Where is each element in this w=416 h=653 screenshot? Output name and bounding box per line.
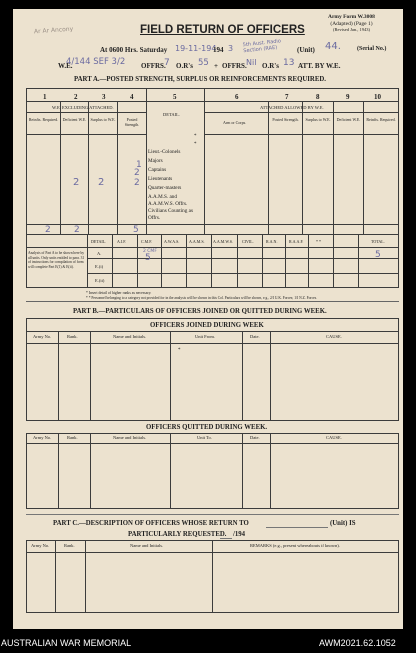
rank-label: A.A.M.S. and A.A.M.W.S. Offrs. <box>148 194 188 207</box>
offrs-label: OFFRS. <box>141 62 166 70</box>
col-header: Reinfts. Required. <box>366 117 396 122</box>
handwritten-rank-mark: 2 <box>134 178 140 188</box>
form-id-line: Army Form W.3008 <box>328 14 375 20</box>
handwritten-col2: 2 <box>73 177 80 188</box>
ors-label: O.R's <box>176 62 193 70</box>
analysis-header: A.A.M.W.S. <box>213 239 233 244</box>
asterisk-marker: * <box>178 348 181 353</box>
handwritten-att-offrs: Nil <box>246 58 257 67</box>
rank-label: Quarter-masters <box>148 185 182 191</box>
rank-label: Lieutenants <box>148 176 173 182</box>
col-number: 2 <box>74 93 78 101</box>
group-header-excluding: W.E. EXCLUDING ATTACHED. <box>52 105 114 110</box>
joined-header: Date. <box>250 334 260 339</box>
col-header: DETAIL. <box>163 112 181 117</box>
col-header: Arm or Corps. <box>223 120 247 125</box>
form-id <box>328 14 375 34</box>
analysis-note: Analysis of Part A to be shown here by all units. Only units entitled to para. 31 of instructions for compilation of form will complete Part E(1) & E(ii). <box>28 251 85 269</box>
handwritten-rank-mark: 2 <box>134 168 140 178</box>
handwritten-total: 5 <box>133 225 139 235</box>
joined-header: Rank. <box>67 334 78 339</box>
handwritten-total: 2 <box>74 225 80 235</box>
rank-label: Civilians Counting as Offrs. <box>148 208 193 221</box>
asterisk-marker: * <box>194 134 197 139</box>
part-b-title: PART B.—PARTICULARS OF OFFICERS JOINED OR QUITTED DURING WEEK. <box>73 308 327 315</box>
handwritten-att-ors: 13 <box>283 58 295 68</box>
handwritten-offrs: 7 <box>164 58 170 68</box>
col-number: 5 <box>173 93 177 101</box>
col-header: Posted Strength. <box>272 117 299 122</box>
att-by-we-label: ATT. BY W.E. <box>298 62 341 70</box>
analysis-row-label: E.(i) <box>95 264 104 269</box>
part-c-header: Name and Initials. <box>130 543 164 548</box>
footnote: * Insert detail of higher ranks as necessary. <box>86 291 152 295</box>
analysis-header: R.A.A.F. <box>289 239 304 244</box>
part-c-title: PART C.—DESCRIPTION OF OFFICERS WHOSE RETURN TO <box>53 520 249 527</box>
analysis-header: A.I.F. <box>117 239 127 244</box>
col-number: 1 <box>43 93 47 101</box>
col-header: Reinfts. Required. <box>28 117 59 122</box>
part-a-title: PART A.—POSTED STRENGTH, SURPLUS OR REINFORCEMENTS REQUIRED. <box>74 76 326 83</box>
handwritten-date: 19-11-194 <box>175 44 217 53</box>
handwritten-note: Ar Ar Ancony <box>33 25 74 36</box>
handwritten-analysis-total: 5 <box>375 250 381 260</box>
analysis-header: DETAIL. <box>91 239 107 244</box>
analysis-header: A.A.M.S. <box>189 239 205 244</box>
quitted-header: CAUSE. <box>326 435 342 440</box>
analysis-header: * * <box>316 239 321 244</box>
part-c-line2: PARTICULARLY REQUESTED. <box>128 531 227 538</box>
handwritten-total: 2 <box>45 225 51 235</box>
col-number: 3 <box>102 93 106 101</box>
col-header: Surplus to W.E. <box>305 117 331 122</box>
part-c-header: REMARKS (e.g., present whereabouts if known). <box>250 543 340 548</box>
col-header: Posted Strength. <box>124 117 140 127</box>
rank-label: Lieut.-Colonels <box>148 149 181 155</box>
handwritten-col4: 2 <box>98 177 105 188</box>
joined-header: Army No. <box>33 334 52 339</box>
quitted-header: Rank. <box>67 435 78 440</box>
handwritten-we: 4/144 SEF 3/2 <box>66 57 126 67</box>
form-id-line: (Revised Jan., 1943) <box>332 27 370 32</box>
handwritten-analysis-aif: 5 <box>145 253 151 263</box>
joined-header: Name and Initials. <box>113 334 147 339</box>
we-label: W.E. <box>58 62 73 70</box>
date-line-label: At 0600 Hrs. Saturday <box>100 46 168 54</box>
group-header-allowed: ATTACHED ALLOWED BY W.E. <box>260 105 324 110</box>
handwritten-rank-mark: 1 <box>136 160 142 170</box>
joined-title: OFFICERS JOINED DURING WEEK <box>150 322 264 329</box>
footer-left: AUSTRALIAN WAR MEMORIAL <box>1 638 132 648</box>
quitted-title: OFFICERS QUITTED DURING WEEK. <box>146 424 268 431</box>
footer-right: AWM2021.62.1052 <box>319 638 396 648</box>
handwritten-unit: 5th Aust. Radio Section (RAE) <box>242 38 282 55</box>
analysis-header: CIVIL. <box>242 239 254 244</box>
col-header: Surplus to W.E. <box>90 117 116 122</box>
quitted-header: Date. <box>250 435 260 440</box>
rank-label: Captains <box>148 167 167 173</box>
part-c-year: /194 <box>233 531 246 538</box>
analysis-row-label: A. <box>97 251 102 256</box>
joined-header: CAUSE. <box>326 334 342 339</box>
col-number: 4 <box>130 93 134 101</box>
joined-header: Unit From. <box>195 334 216 339</box>
part-c-unit: (Unit) IS <box>330 520 356 527</box>
col-header: Deficient W.E. <box>336 117 361 122</box>
analysis-header: R.A.N. <box>266 239 278 244</box>
col-number: 10 <box>374 93 381 101</box>
rank-label: Majors <box>148 158 163 164</box>
att-offrs-label: OFFRS. <box>222 62 247 70</box>
analysis-header: A.W.A.S. <box>164 239 180 244</box>
analysis-row-label: E.(ii) <box>95 278 105 283</box>
att-ors-label: O.R's <box>262 62 279 70</box>
footnote: * * Personnel belonging to a category not provided for in the analysis will be shown in this Col. Particulars will be shown, e.g., 2/I U.K. Forces; 1/I N.Z. Forces. <box>86 296 318 300</box>
handwritten-ors: 55 <box>198 58 209 68</box>
analysis-header: C.M.F. <box>141 239 153 244</box>
form-id-line: (Adapted) (Page 1) <box>330 20 373 27</box>
col-header: Deficient W.E. <box>62 117 87 122</box>
quitted-header: Army No. <box>33 435 52 440</box>
col-number: 9 <box>346 93 350 101</box>
quitted-header: Name and Initials. <box>113 435 147 440</box>
part-c-header: Army No. <box>31 543 50 548</box>
handwritten-year: 3 <box>228 44 234 53</box>
asterisk-marker: * <box>194 142 197 147</box>
col-number: 8 <box>316 93 320 101</box>
col-number: 7 <box>285 93 289 101</box>
handwritten-analysis-sub: 2 CMF <box>143 249 157 254</box>
part-c-header: Rank. <box>64 543 75 548</box>
quitted-header: Unit To. <box>197 435 212 440</box>
year-label: 194 <box>213 46 224 54</box>
col-number: 6 <box>235 93 239 101</box>
serial-label: (Serial No.) <box>357 46 387 52</box>
plus-label: + <box>214 62 218 70</box>
handwritten-serial: 44. <box>325 41 341 52</box>
unit-label: (Unit) <box>297 46 315 54</box>
form-title: FIELD RETURN OF OFFICERS <box>140 24 305 36</box>
analysis-header: TOTAL. <box>371 239 385 244</box>
